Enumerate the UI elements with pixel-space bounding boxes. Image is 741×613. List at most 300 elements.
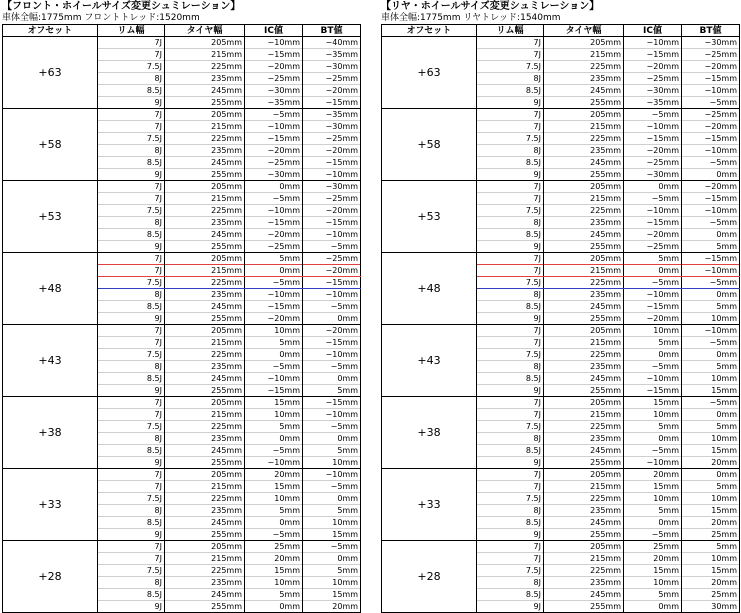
ic-value-cell: −5mm: [624, 193, 682, 205]
ic-value-cell: 0mm: [245, 517, 303, 529]
bt-value-cell: 25mm: [682, 529, 740, 541]
bt-value-cell: −15mm: [682, 73, 740, 85]
rim-width-cell: 7J: [477, 337, 544, 349]
ic-value-cell: −5mm: [624, 109, 682, 121]
table-row: [3, 181, 361, 193]
tire-width-cell: 225mm: [544, 205, 624, 217]
bt-value-cell: −25mm: [303, 133, 361, 145]
bt-value-cell: 15mm: [303, 529, 361, 541]
rim-width-cell: 7J: [98, 193, 165, 205]
tire-width-cell: 255mm: [165, 601, 245, 613]
tire-width-cell: 205mm: [544, 181, 624, 193]
offset-cell: +28: [382, 541, 477, 613]
table-row: [382, 541, 740, 553]
rim-width-cell: 8.5J: [98, 517, 165, 529]
ic-value-cell: 10mm: [245, 325, 303, 337]
offset-cell: +63: [3, 37, 98, 109]
rim-width-cell: 7J: [98, 469, 165, 481]
rim-width-cell: 8.5J: [477, 445, 544, 457]
rim-width-cell: 8J: [98, 145, 165, 157]
front-panel-subtitle: 車体全幅:1775mm フロントトレッド:1520mm: [2, 13, 200, 23]
rim-width-cell: 7.5J: [477, 565, 544, 577]
tire-width-cell: 245mm: [544, 373, 624, 385]
tire-width-cell: 205mm: [544, 541, 624, 553]
rear-panel-title: 【リヤ・ホイールサイズ変更シュミレーション】: [381, 1, 600, 12]
offset-cell: +28: [3, 541, 98, 613]
rim-width-cell: 8J: [98, 289, 165, 301]
tire-width-cell: 255mm: [165, 241, 245, 253]
bt-value-cell: 5mm: [303, 445, 361, 457]
tire-width-cell: 215mm: [544, 337, 624, 349]
tire-width-cell: 215mm: [165, 481, 245, 493]
offset-cell: +58: [382, 109, 477, 181]
bt-value-cell: −10mm: [682, 85, 740, 97]
ic-value-cell: −15mm: [245, 301, 303, 313]
bt-value-cell: 0mm: [682, 169, 740, 181]
tire-width-cell: 215mm: [544, 409, 624, 421]
tire-width-cell: 245mm: [165, 517, 245, 529]
tire-width-cell: 235mm: [165, 577, 245, 589]
rim-width-cell: 9J: [98, 457, 165, 469]
bt-value-cell: 5mm: [682, 301, 740, 313]
offset-cell: +33: [382, 469, 477, 541]
ic-value-cell: 0mm: [624, 517, 682, 529]
bt-value-cell: −5mm: [303, 301, 361, 313]
bt-value-cell: −5mm: [682, 337, 740, 349]
front-simulation-panel: [2, 0, 362, 613]
bt-value-cell: 0mm: [682, 409, 740, 421]
tire-width-cell: 235mm: [165, 433, 245, 445]
tire-width-cell: 215mm: [544, 553, 624, 565]
rim-width-cell: 8J: [477, 577, 544, 589]
bt-value-cell: −20mm: [303, 325, 361, 337]
ic-value-cell: −5mm: [245, 193, 303, 205]
bt-value-cell: −30mm: [303, 121, 361, 133]
rim-width-cell: 9J: [98, 241, 165, 253]
tire-width-cell: 245mm: [544, 157, 624, 169]
bt-value-cell: −15mm: [303, 397, 361, 409]
ic-value-cell: 20mm: [245, 469, 303, 481]
bt-value-cell: −5mm: [682, 97, 740, 109]
tire-width-cell: 215mm: [165, 409, 245, 421]
ic-value-cell: −10mm: [245, 121, 303, 133]
tire-width-cell: 235mm: [544, 289, 624, 301]
ic-value-cell: −5mm: [624, 529, 682, 541]
tire-width-cell: 225mm: [165, 493, 245, 505]
bt-value-cell: 0mm: [303, 313, 361, 325]
bt-value-cell: 30mm: [682, 601, 740, 613]
bt-value-cell: −10mm: [682, 325, 740, 337]
rim-width-cell: 7J: [98, 553, 165, 565]
ic-value-cell: −15mm: [245, 133, 303, 145]
table-row: [382, 325, 740, 337]
ic-value-cell: −5mm: [245, 529, 303, 541]
offset-cell: +43: [382, 325, 477, 397]
offset-cell: +58: [3, 109, 98, 181]
bt-value-cell: −5mm: [682, 397, 740, 409]
offset-cell: +63: [382, 37, 477, 109]
bt-value-cell: 5mm: [682, 241, 740, 253]
rim-width-cell: 7J: [98, 541, 165, 553]
ic-value-cell: 25mm: [245, 541, 303, 553]
ic-value-cell: 10mm: [624, 409, 682, 421]
rim-width-cell: 7J: [477, 409, 544, 421]
tire-width-cell: 255mm: [544, 313, 624, 325]
ic-value-cell: 15mm: [624, 481, 682, 493]
ic-value-cell: −25mm: [624, 157, 682, 169]
rim-width-cell: 9J: [98, 313, 165, 325]
ic-value-cell: −35mm: [624, 97, 682, 109]
ic-value-cell: 15mm: [624, 397, 682, 409]
bt-value-cell: 5mm: [682, 481, 740, 493]
ic-value-cell: −5mm: [624, 445, 682, 457]
bt-value-cell: −5mm: [303, 481, 361, 493]
rim-width-cell: 7.5J: [98, 61, 165, 73]
tire-width-cell: 225mm: [165, 61, 245, 73]
rim-width-cell: 8.5J: [477, 85, 544, 97]
bt-value-cell: −25mm: [682, 109, 740, 121]
bt-value-cell: 10mm: [682, 553, 740, 565]
tire-width-cell: 205mm: [165, 541, 245, 553]
ic-value-cell: −20mm: [245, 145, 303, 157]
rim-width-cell: 7J: [98, 49, 165, 61]
rim-width-cell: 9J: [98, 97, 165, 109]
tire-width-cell: 255mm: [544, 241, 624, 253]
rim-width-cell: 8J: [477, 73, 544, 85]
rim-width-cell: 7J: [98, 181, 165, 193]
tire-width-cell: 215mm: [165, 265, 245, 277]
ic-value-cell: 10mm: [245, 577, 303, 589]
rim-width-cell: 7J: [477, 397, 544, 409]
bt-value-cell: −15mm: [682, 193, 740, 205]
rim-width-cell: 9J: [477, 313, 544, 325]
rim-width-cell: 7J: [98, 37, 165, 49]
header-ic-value: IC値: [624, 25, 682, 37]
tire-width-cell: 245mm: [544, 301, 624, 313]
ic-value-cell: 5mm: [624, 589, 682, 601]
tire-width-cell: 205mm: [165, 37, 245, 49]
tire-width-cell: 235mm: [165, 145, 245, 157]
bt-value-cell: 20mm: [303, 601, 361, 613]
rim-width-cell: 8.5J: [98, 445, 165, 457]
ic-value-cell: −25mm: [624, 241, 682, 253]
bt-value-cell: −15mm: [303, 217, 361, 229]
rim-width-cell: 8J: [98, 577, 165, 589]
tire-width-cell: 235mm: [165, 361, 245, 373]
bt-value-cell: 0mm: [303, 433, 361, 445]
tire-width-cell: 235mm: [165, 289, 245, 301]
bt-value-cell: 0mm: [303, 373, 361, 385]
tire-width-cell: 255mm: [165, 97, 245, 109]
ic-value-cell: 15mm: [245, 397, 303, 409]
rear-simulation-table: [381, 24, 740, 613]
bt-value-cell: −15mm: [303, 277, 361, 289]
rim-width-cell: 7J: [477, 481, 544, 493]
tire-width-cell: 215mm: [544, 193, 624, 205]
ic-value-cell: 5mm: [245, 505, 303, 517]
rim-width-cell: 9J: [477, 385, 544, 397]
rim-width-cell: 7.5J: [98, 493, 165, 505]
bt-value-cell: −10mm: [303, 229, 361, 241]
bt-value-cell: −30mm: [303, 61, 361, 73]
tire-width-cell: 225mm: [544, 421, 624, 433]
offset-cell: +48: [382, 253, 477, 325]
ic-value-cell: −5mm: [245, 445, 303, 457]
ic-value-cell: −10mm: [624, 37, 682, 49]
table-row: [382, 37, 740, 49]
ic-value-cell: 0mm: [624, 265, 682, 277]
tire-width-cell: 245mm: [544, 517, 624, 529]
ic-value-cell: −30mm: [624, 85, 682, 97]
header-bt-value: BT値: [682, 25, 740, 37]
tire-width-cell: 235mm: [544, 361, 624, 373]
rim-width-cell: 7J: [477, 265, 544, 277]
offset-cell: +38: [382, 397, 477, 469]
rim-width-cell: 8.5J: [98, 373, 165, 385]
bt-value-cell: −25mm: [303, 73, 361, 85]
ic-value-cell: 5mm: [624, 505, 682, 517]
tire-width-cell: 215mm: [165, 337, 245, 349]
ic-value-cell: −10mm: [624, 205, 682, 217]
ic-value-cell: 20mm: [245, 553, 303, 565]
ic-value-cell: 0mm: [245, 601, 303, 613]
tire-width-cell: 205mm: [165, 469, 245, 481]
tire-width-cell: 255mm: [165, 313, 245, 325]
rim-width-cell: 9J: [477, 601, 544, 613]
ic-value-cell: 5mm: [245, 589, 303, 601]
tire-width-cell: 255mm: [165, 457, 245, 469]
tire-width-cell: 245mm: [165, 157, 245, 169]
tire-width-cell: 205mm: [165, 109, 245, 121]
rim-width-cell: 8J: [477, 289, 544, 301]
ic-value-cell: −25mm: [245, 241, 303, 253]
ic-value-cell: −20mm: [245, 313, 303, 325]
rim-width-cell: 8J: [98, 433, 165, 445]
bt-value-cell: −40mm: [303, 37, 361, 49]
ic-value-cell: −5mm: [624, 361, 682, 373]
ic-value-cell: 0mm: [245, 433, 303, 445]
bt-value-cell: −20mm: [303, 145, 361, 157]
rim-width-cell: 8.5J: [477, 517, 544, 529]
bt-value-cell: 20mm: [682, 517, 740, 529]
ic-value-cell: −5mm: [624, 277, 682, 289]
ic-value-cell: −30mm: [624, 169, 682, 181]
rim-width-cell: 7.5J: [98, 565, 165, 577]
tire-width-cell: 225mm: [165, 205, 245, 217]
bt-value-cell: 10mm: [682, 313, 740, 325]
ic-value-cell: 10mm: [245, 409, 303, 421]
tire-width-cell: 235mm: [544, 433, 624, 445]
rim-width-cell: 7.5J: [98, 277, 165, 289]
tire-width-cell: 255mm: [165, 385, 245, 397]
bt-value-cell: −5mm: [303, 421, 361, 433]
table-row: [3, 541, 361, 553]
tire-width-cell: 235mm: [544, 145, 624, 157]
tire-width-cell: 225mm: [165, 349, 245, 361]
rim-width-cell: 7J: [477, 193, 544, 205]
rim-width-cell: 7.5J: [477, 349, 544, 361]
table-row: [3, 253, 361, 265]
tire-width-cell: 205mm: [165, 181, 245, 193]
ic-value-cell: −20mm: [624, 313, 682, 325]
ic-value-cell: −10mm: [245, 457, 303, 469]
table-row: [3, 397, 361, 409]
rim-width-cell: 7J: [477, 49, 544, 61]
tire-width-cell: 255mm: [544, 97, 624, 109]
tire-width-cell: 255mm: [544, 385, 624, 397]
tire-width-cell: 215mm: [165, 49, 245, 61]
tire-width-cell: 225mm: [165, 421, 245, 433]
tire-width-cell: 225mm: [544, 277, 624, 289]
tire-width-cell: 245mm: [165, 301, 245, 313]
offset-cell: +33: [3, 469, 98, 541]
tire-width-cell: 255mm: [544, 169, 624, 181]
rim-width-cell: 7J: [98, 337, 165, 349]
tire-width-cell: 245mm: [544, 85, 624, 97]
rim-width-cell: 7.5J: [98, 421, 165, 433]
rim-width-cell: 8.5J: [477, 373, 544, 385]
tire-width-cell: 245mm: [165, 85, 245, 97]
tire-width-cell: 225mm: [544, 565, 624, 577]
rim-width-cell: 8.5J: [477, 157, 544, 169]
ic-value-cell: −15mm: [245, 217, 303, 229]
bt-value-cell: 20mm: [682, 457, 740, 469]
ic-value-cell: 15mm: [245, 565, 303, 577]
table-row: [3, 325, 361, 337]
ic-value-cell: 5mm: [624, 337, 682, 349]
bt-value-cell: 0mm: [682, 349, 740, 361]
rim-width-cell: 7J: [98, 109, 165, 121]
bt-value-cell: 0mm: [303, 553, 361, 565]
rim-width-cell: 8.5J: [98, 157, 165, 169]
rim-width-cell: 7J: [98, 253, 165, 265]
tire-width-cell: 235mm: [544, 577, 624, 589]
ic-value-cell: 5mm: [245, 337, 303, 349]
ic-value-cell: 0mm: [245, 181, 303, 193]
table-row: [382, 109, 740, 121]
tire-width-cell: 225mm: [165, 565, 245, 577]
rim-width-cell: 7J: [98, 121, 165, 133]
table-row: [3, 109, 361, 121]
ic-value-cell: −10mm: [245, 289, 303, 301]
offset-cell: +43: [3, 325, 98, 397]
rim-width-cell: 9J: [98, 601, 165, 613]
tire-width-cell: 245mm: [165, 373, 245, 385]
bt-value-cell: −10mm: [682, 265, 740, 277]
bt-value-cell: −10mm: [303, 289, 361, 301]
tire-width-cell: 255mm: [544, 529, 624, 541]
ic-value-cell: −25mm: [624, 73, 682, 85]
tire-width-cell: 225mm: [544, 493, 624, 505]
bt-value-cell: 5mm: [303, 505, 361, 517]
rim-width-cell: 7.5J: [477, 277, 544, 289]
ic-value-cell: 15mm: [624, 565, 682, 577]
tire-width-cell: 235mm: [165, 217, 245, 229]
bt-value-cell: −25mm: [682, 49, 740, 61]
ic-value-cell: −10mm: [245, 37, 303, 49]
tire-width-cell: 225mm: [165, 133, 245, 145]
ic-value-cell: −5mm: [245, 109, 303, 121]
rim-width-cell: 8.5J: [98, 85, 165, 97]
tire-width-cell: 245mm: [544, 589, 624, 601]
ic-value-cell: −25mm: [245, 73, 303, 85]
ic-value-cell: 0mm: [624, 181, 682, 193]
rear-panel-subtitle: 車体全幅:1775mm リヤトレッド:1540mm: [381, 13, 561, 23]
bt-value-cell: 5mm: [303, 385, 361, 397]
bt-value-cell: −30mm: [303, 181, 361, 193]
rim-width-cell: 7J: [477, 325, 544, 337]
tire-width-cell: 215mm: [544, 481, 624, 493]
rim-width-cell: 8.5J: [477, 229, 544, 241]
tire-width-cell: 235mm: [544, 217, 624, 229]
header-bt-value: BT値: [303, 25, 361, 37]
ic-value-cell: 0mm: [624, 349, 682, 361]
bt-value-cell: −15mm: [303, 97, 361, 109]
bt-value-cell: −20mm: [682, 121, 740, 133]
ic-value-cell: 5mm: [245, 253, 303, 265]
tire-width-cell: 215mm: [165, 121, 245, 133]
tire-width-cell: 235mm: [544, 505, 624, 517]
header-offset: オフセット: [3, 25, 98, 37]
rim-width-cell: 8J: [98, 73, 165, 85]
rim-width-cell: 9J: [477, 529, 544, 541]
rear-simulation-panel: [381, 0, 741, 613]
rim-width-cell: 9J: [98, 169, 165, 181]
header-offset: オフセット: [382, 25, 477, 37]
ic-value-cell: 10mm: [624, 493, 682, 505]
tire-width-cell: 205mm: [165, 397, 245, 409]
rim-width-cell: 8J: [477, 361, 544, 373]
rim-width-cell: 8J: [477, 433, 544, 445]
tire-width-cell: 255mm: [165, 169, 245, 181]
rim-width-cell: 8.5J: [98, 589, 165, 601]
ic-value-cell: −35mm: [245, 97, 303, 109]
rim-width-cell: 7J: [98, 481, 165, 493]
bt-value-cell: 0mm: [682, 469, 740, 481]
tire-width-cell: 235mm: [165, 505, 245, 517]
ic-value-cell: −15mm: [624, 133, 682, 145]
bt-value-cell: −5mm: [682, 157, 740, 169]
tire-width-cell: 225mm: [544, 349, 624, 361]
ic-value-cell: 10mm: [624, 577, 682, 589]
rim-width-cell: 7J: [477, 109, 544, 121]
bt-value-cell: −20mm: [303, 265, 361, 277]
tire-width-cell: 215mm: [544, 265, 624, 277]
bt-value-cell: 15mm: [682, 385, 740, 397]
rim-width-cell: 8J: [477, 217, 544, 229]
bt-value-cell: −10mm: [303, 469, 361, 481]
rim-width-cell: 9J: [477, 169, 544, 181]
ic-value-cell: −15mm: [624, 385, 682, 397]
table-row: [382, 469, 740, 481]
header-rim-width: リム幅: [98, 25, 165, 37]
rim-width-cell: 7.5J: [477, 205, 544, 217]
rim-width-cell: 8.5J: [98, 229, 165, 241]
tire-width-cell: 225mm: [544, 133, 624, 145]
tire-width-cell: 205mm: [544, 469, 624, 481]
rim-width-cell: 9J: [477, 97, 544, 109]
rim-width-cell: 7J: [477, 553, 544, 565]
rim-width-cell: 7.5J: [98, 205, 165, 217]
table-row: [382, 397, 740, 409]
rim-width-cell: 7.5J: [477, 493, 544, 505]
ic-value-cell: −10mm: [624, 457, 682, 469]
offset-cell: +53: [382, 181, 477, 253]
tire-width-cell: 255mm: [544, 601, 624, 613]
ic-value-cell: −20mm: [245, 229, 303, 241]
offset-cell: +38: [3, 397, 98, 469]
table-row: [3, 469, 361, 481]
